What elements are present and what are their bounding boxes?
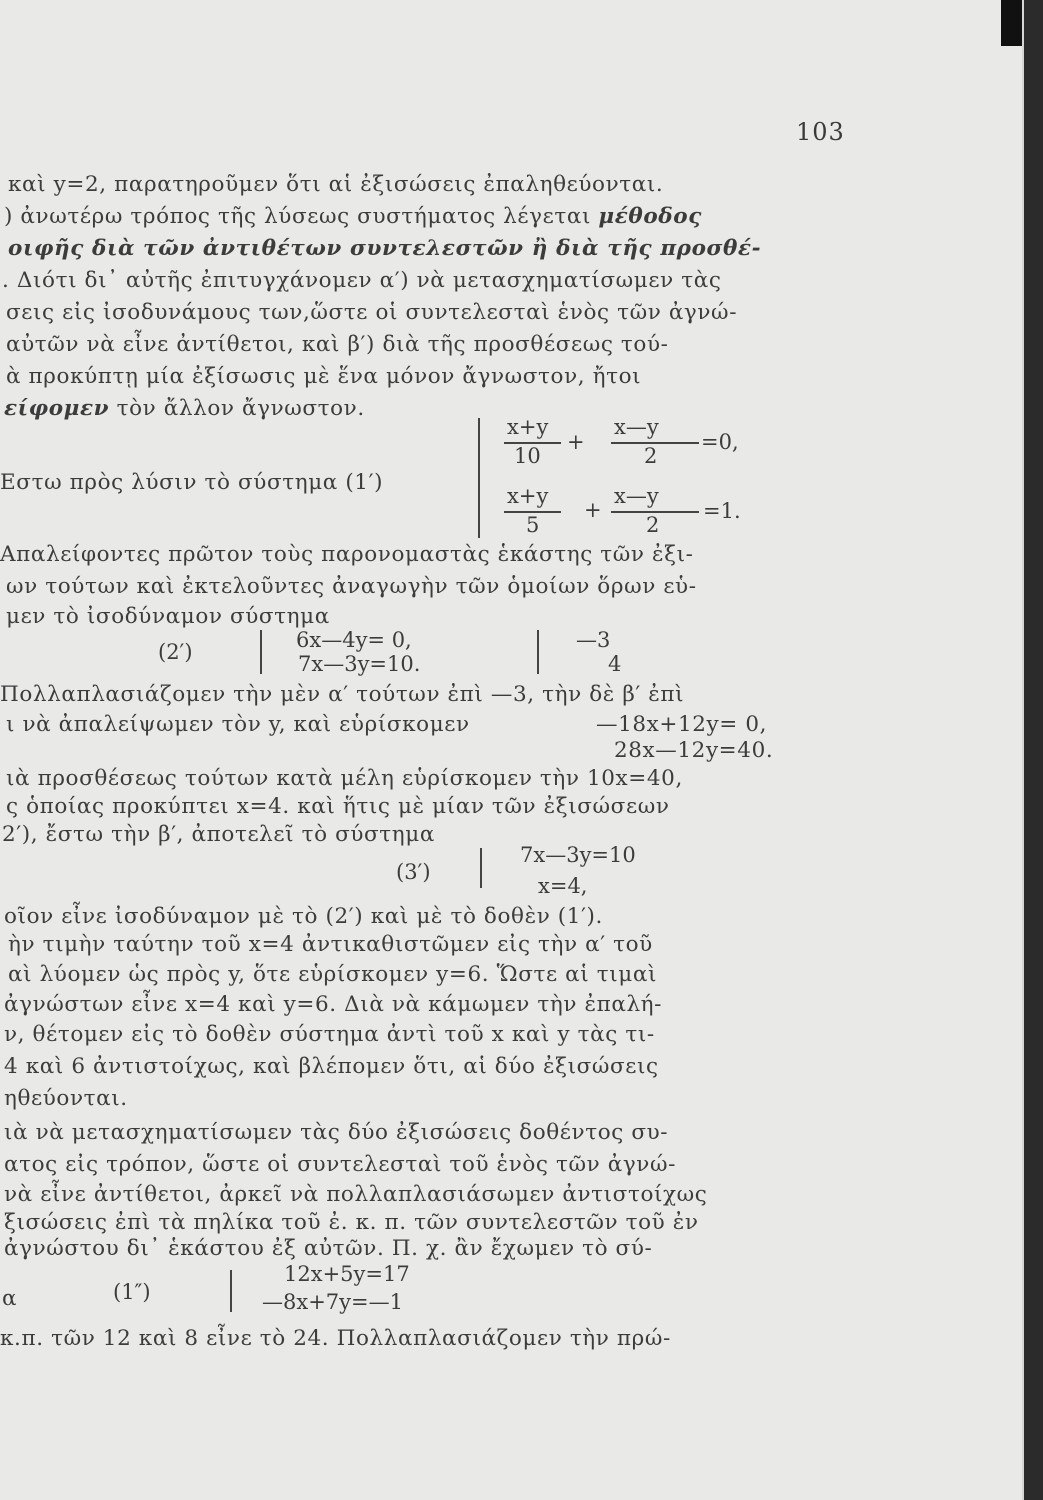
page-number: 103 xyxy=(796,118,845,146)
equation-rhs: =0, xyxy=(701,430,739,454)
equation: —8x+7y=—1 xyxy=(262,1290,403,1314)
page-corner-shadow xyxy=(1001,0,1022,46)
text-line: ὴν τιμὴν ταύτην τοῦ x=4 ἀντικαθιστῶμεν εἰς τὴν α′ τοῦ xyxy=(8,932,653,957)
equation: 6x—4y= 0, xyxy=(296,628,412,652)
emphasis-text: είφομεν xyxy=(4,396,110,421)
text-line: ς ὁποίας προκύπτει x=4. καὶ ἥτις μὲ μίαν τῶν ἐξισώσεων xyxy=(6,794,670,819)
emphasis-text: μέθοδος xyxy=(598,204,702,229)
fraction-numerator: x+y xyxy=(507,415,549,439)
multiplier-divider xyxy=(537,630,539,674)
system-label: (3′) xyxy=(396,860,431,884)
text-line: αὶ λύομεν ὡς πρὸς y, ὅτε εὑρίσκομεν y=6. Ὥστε αἱ τιμαὶ xyxy=(8,962,658,987)
equation: 28x—12y=40. xyxy=(614,738,774,763)
equation: —18x+12y= 0, xyxy=(596,712,768,737)
text-line: νὰ εἶνε ἀντίθετοι, ἀρκεῖ νὰ πολλαπλασιάσωμεν ἀντιστοίχως xyxy=(4,1182,708,1207)
equation-rhs: =1. xyxy=(703,499,741,523)
fraction-numerator: x—y xyxy=(614,415,659,439)
text-line: Πολλαπλασιάζομεν τὴν μὲν α′ τούτων ἐπὶ —3, τὴν δὲ β′ ἐπὶ xyxy=(0,682,685,707)
text-line: ἀγνώστων εἶνε x=4 καὶ y=6. Διὰ νὰ κάμωμεν τὴν ἐπαλή- xyxy=(4,992,663,1017)
text-line: ξισώσεις ἐπὶ τὰ πηλίκα τοῦ ἐ. κ. π. τῶν συντελεστῶν τοῦ ἐν xyxy=(4,1210,699,1235)
text-line: ιὰ προσθέσεως τούτων κατὰ μέλη εὑρίσκομεν τὴν 10x=40, xyxy=(6,766,683,791)
text-line: ων τούτων καὶ ἐκτελοῦντες ἀναγωγὴν τῶν ὁμοίων ὅρων εὑ- xyxy=(6,574,697,599)
equation: 7x—3y=10 xyxy=(520,843,636,867)
text-line: 4 καὶ 6 ἀντιστοίχως, καὶ βλέπομεν ὅτι, αἱ δύο ἐξισώσεις xyxy=(4,1054,659,1079)
equation: 12x+5y=17 xyxy=(284,1262,410,1286)
text-line: ι νὰ ἀπαλείψωμεν τὸν y, καὶ εὑρίσκομεν xyxy=(6,712,470,737)
text-line: ) ἀνωτέρω τρόπος τῆς λύσεως συστήματος λέγεται μέθοδος xyxy=(4,204,702,229)
multiplier: 4 xyxy=(608,652,622,676)
text-line: κ.π. τῶν 12 καὶ 8 εἶνε τὸ 24. Πολλαπλασιάζομεν τὴν πρώ- xyxy=(0,1326,671,1351)
text-line: ὰ προκύπτῃ μία ἐξίσωσις μὲ ἕνα μόνον ἄγνωστον, ἤτοι xyxy=(6,364,642,389)
text-line-emphasis: οιφῆς διὰ τῶν ἀντιθέτων συντελεστῶν ἢ διὰ τῆς προσθέ- xyxy=(8,236,762,261)
text-line: Εστω πρὸς λύσιν τὸ σύστημα (1′) xyxy=(0,470,384,495)
system-brace xyxy=(260,630,262,674)
text-line: οῖον εἶνε ἰσοδύναμον μὲ τὸ (2′) καὶ μὲ τὸ δοθὲν (1′). xyxy=(4,904,603,929)
text-line: α xyxy=(2,1286,18,1311)
text-line: ατος εἰς τρόπον, ὥστε οἱ συντελεσταὶ τοῦ ἑνὸς τῶν ἀγνώ- xyxy=(4,1152,676,1177)
fraction-denominator: 5 xyxy=(526,513,540,537)
system-brace xyxy=(478,418,480,538)
text-line: ἀγνώστου δι᾽ ἑκάστου ἐξ αὐτῶν. Π. χ. ἂν ἔχωμεν τὸ σύ- xyxy=(4,1236,653,1261)
text-line: ν, θέτομεν εἰς τὸ δοθὲν σύστημα ἀντὶ τοῦ x καὶ y τὰς τι- xyxy=(4,1022,655,1047)
equation: x=4, xyxy=(538,874,588,898)
text-line: είφομεν τὸν ἄλλον ἄγνωστον. xyxy=(4,396,365,421)
text-line: καὶ y=2, παρατηροῦμεν ὅτι αἱ ἐξισώσεις ἐπαληθεύονται. xyxy=(8,172,664,197)
system-label: (2′) xyxy=(158,640,193,664)
text-line: . Διότι δι᾽ αὐτῆς ἐπιτυγχάνομεν α′) νὰ μετασχηματίσωμεν τὰς xyxy=(2,268,722,293)
system-brace xyxy=(480,848,482,888)
fraction-numerator: x+y xyxy=(507,484,549,508)
plus-sign: + xyxy=(567,430,585,454)
fraction-denominator: 2 xyxy=(644,444,658,468)
text-line: μεν τὸ ἰσοδύναμον σύστημα xyxy=(6,604,330,629)
system-label: (1″) xyxy=(113,1280,151,1304)
equation: 7x—3y=10. xyxy=(298,652,421,676)
text-line: αὐτῶν νὰ εἶνε ἀντίθετοι, καὶ β′) διὰ τῆς προσθέσεως τού- xyxy=(6,332,669,357)
fraction-denominator: 2 xyxy=(646,513,660,537)
text-line: Απαλείφοντες πρῶτον τοὺς παρονομαστὰς ἑκάστης τῶν ἐξι- xyxy=(0,542,694,567)
text-line: σεις εἰς ἰσοδυνάμους των,ὥστε οἱ συντελεσταὶ ἑνὸς τῶν ἀγνώ- xyxy=(6,300,738,325)
text-line: 2′), ἔστω τὴν β′, ἀποτελεῖ τὸ σύστημα xyxy=(2,822,435,847)
fraction-denominator: 10 xyxy=(514,444,541,468)
multiplier: —3 xyxy=(576,628,611,652)
plus-sign: + xyxy=(584,498,602,522)
fraction-numerator: x—y xyxy=(614,484,659,508)
text-line: ηθεύονται. xyxy=(4,1086,128,1111)
text-line: ιὰ νὰ μετασχηματίσωμεν τὰς δύο ἐξισώσεις δοθέντος συ- xyxy=(4,1120,669,1145)
system-brace xyxy=(230,1270,232,1312)
